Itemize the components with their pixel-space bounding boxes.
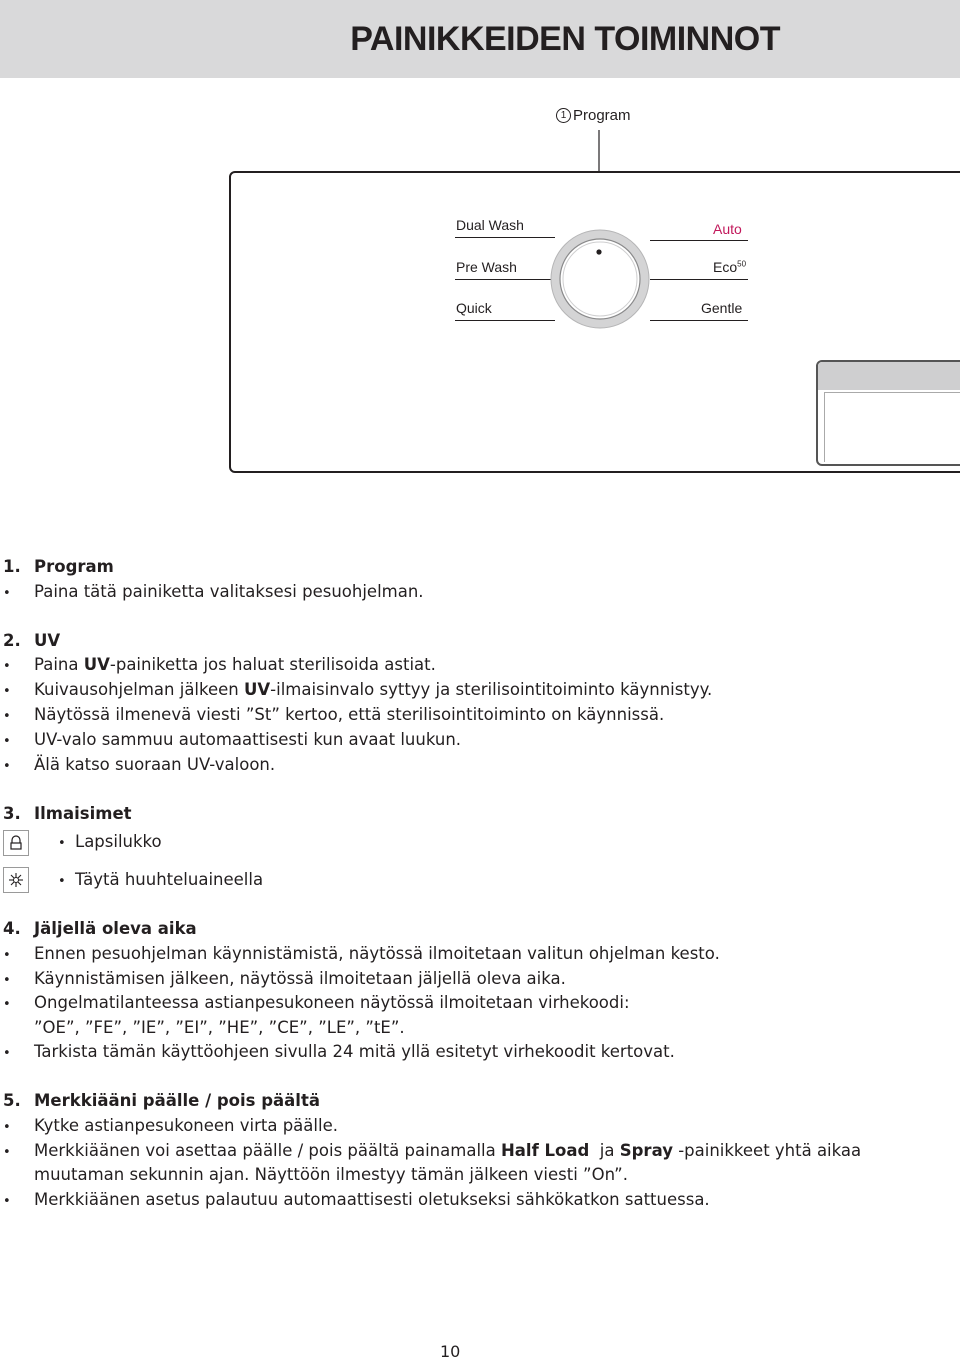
section-4-heading bbox=[3, 919, 197, 938]
bullet-text: Paina tätä painiketta valitaksesi pesuohjelman. bbox=[34, 582, 424, 601]
half-load-label: Half Load bbox=[500, 1141, 590, 1160]
section-1-title: Program bbox=[34, 557, 114, 576]
bullet-text-mid: ja bbox=[589, 1141, 620, 1160]
callout-number: 1 bbox=[556, 108, 571, 123]
bullet-text: Älä katso suoraan UV-valoon. bbox=[34, 755, 276, 774]
bullet-text-post: -painiketta jos haluat sterilisoida astiat. bbox=[109, 655, 436, 674]
bullet-dot: • bbox=[3, 709, 11, 724]
program-line-left-1 bbox=[455, 237, 555, 238]
bullet-dot: • bbox=[3, 1120, 11, 1135]
section-1-number: 1. bbox=[3, 557, 21, 576]
list-item bbox=[3, 1116, 338, 1135]
bullet-dot: • bbox=[58, 874, 66, 889]
list-item bbox=[3, 655, 436, 674]
list-item bbox=[3, 1190, 710, 1209]
program-gentle: Gentle bbox=[701, 300, 743, 316]
bullet-dot: • bbox=[3, 759, 11, 774]
bullet-text: Ennen pesuohjelman käynnistämistä, näytössä ilmoitetaan valitun ohjelman kesto. bbox=[34, 944, 720, 963]
bullet-text: Käynnistämisen jälkeen, näytössä ilmoitetaan jäljellä oleva aika. bbox=[34, 969, 566, 988]
list-item bbox=[3, 969, 566, 988]
section-3-title: Ilmaisimet bbox=[34, 804, 132, 823]
rinse-aid-icon bbox=[3, 867, 29, 893]
program-auto: Auto bbox=[713, 221, 742, 237]
bullet-text: Kytke astianpesukoneen virta päälle. bbox=[34, 1116, 338, 1135]
section-5-number: 5. bbox=[3, 1091, 21, 1110]
program-eco-superscript: 50 bbox=[737, 259, 747, 269]
program-dual-wash: Dual Wash bbox=[456, 217, 524, 233]
section-2-number: 2. bbox=[3, 631, 21, 650]
page-number: 10 bbox=[440, 1342, 461, 1361]
list-item bbox=[3, 755, 275, 774]
child-lock-icon bbox=[3, 830, 29, 856]
bullet-text-pre: Paina bbox=[34, 655, 84, 674]
bullet-dot: • bbox=[3, 1194, 11, 1209]
program-eco-label: Eco bbox=[713, 259, 738, 275]
bullet-dot: • bbox=[58, 836, 66, 851]
list-item bbox=[3, 730, 461, 749]
program-line-left-3 bbox=[455, 320, 555, 321]
bullet-text-post: -painikkeet yhtä aikaa bbox=[672, 1141, 862, 1160]
indicator-child-lock bbox=[58, 832, 162, 851]
section-4-title: Jäljellä oleva aika bbox=[34, 919, 197, 938]
bullet-dot: • bbox=[3, 1145, 11, 1160]
bullet-text: Ongelmatilanteessa astianpesukoneen näytössä ilmoitetaan virhekoodi: bbox=[34, 993, 630, 1012]
error-codes: ”OE”, ”FE”, ”IE”, ”EI”, ”HE”, ”CE”, ”LE”, ”tE”. bbox=[34, 1018, 405, 1037]
display-window-top bbox=[818, 362, 960, 390]
spray-label: Spray bbox=[619, 1141, 673, 1160]
list-item bbox=[3, 680, 712, 699]
callout-label: Program bbox=[573, 107, 631, 124]
bullet-dot: • bbox=[3, 684, 11, 699]
list-item bbox=[3, 993, 630, 1012]
bullet-continuation: muutaman sekunnin ajan. Näyttöön ilmestyy tämän jälkeen viesti ”On”. bbox=[34, 1165, 628, 1184]
program-dial[interactable] bbox=[548, 227, 652, 331]
bullet-text-bold: UV bbox=[243, 680, 271, 699]
indicator-rinse-aid bbox=[58, 870, 263, 889]
bullet-dot: • bbox=[3, 659, 11, 674]
section-2-heading bbox=[3, 631, 60, 650]
bullet-dot: • bbox=[3, 997, 11, 1012]
section-3-number: 3. bbox=[3, 804, 21, 823]
display-window-body bbox=[824, 392, 960, 462]
section-1-heading bbox=[3, 557, 114, 576]
bullet-text: UV-valo sammuu automaattisesti kun avaat luukun. bbox=[34, 730, 462, 749]
bullet-dot: • bbox=[3, 948, 11, 963]
bullet-text: Näytössä ilmenevä viesti ”St” kertoo, että sterilisointitoiminto on käynnissä. bbox=[34, 705, 665, 724]
bullet-text-bold: UV bbox=[83, 655, 110, 674]
program-quick: Quick bbox=[456, 300, 492, 316]
program-line-right-2 bbox=[650, 279, 748, 280]
list-item bbox=[3, 705, 664, 724]
list-item bbox=[3, 1141, 861, 1160]
program-line-left-2 bbox=[455, 279, 555, 280]
section-5-heading bbox=[3, 1091, 320, 1110]
bullet-text-post: -ilmaisinvalo syttyy ja sterilisointitoiminto käynnistyy. bbox=[270, 680, 713, 699]
bullet-text-pre: Merkkiäänen voi asettaa päälle / pois päältä painamalla bbox=[34, 1141, 501, 1160]
bullet-dot: • bbox=[3, 586, 11, 601]
bullet-text-pre: Kuivausohjelman jälkeen bbox=[34, 680, 244, 699]
bullet-text: Merkkiäänen asetus palautuu automaattisesti oletukseksi sähkökatkon sattuessa. bbox=[34, 1190, 710, 1209]
program-line-right-1 bbox=[650, 240, 748, 241]
program-pre-wash: Pre Wash bbox=[456, 259, 517, 275]
section-2-title: UV bbox=[34, 631, 61, 650]
indicator-label: Täytä huuhteluaineella bbox=[75, 870, 264, 889]
bullet-dot: • bbox=[3, 734, 11, 749]
bullet-dot: • bbox=[3, 973, 11, 988]
program-line-right-3 bbox=[650, 320, 748, 321]
program-eco bbox=[713, 259, 746, 275]
page-title: PAINIKKEIDEN TOIMINNOT bbox=[350, 20, 780, 58]
list-item bbox=[3, 1042, 675, 1061]
list-item bbox=[3, 582, 424, 601]
section-3-heading bbox=[3, 804, 132, 823]
bullet-dot: • bbox=[3, 1046, 11, 1061]
bullet-text: Tarkista tämän käyttöohjeen sivulla 24 mitä yllä esitetyt virhekoodit kertovat. bbox=[34, 1042, 675, 1061]
list-item bbox=[3, 944, 720, 963]
indicator-label: Lapsilukko bbox=[75, 832, 162, 851]
section-5-title: Merkkiääni päälle / pois päältä bbox=[34, 1091, 320, 1110]
section-4-number: 4. bbox=[3, 919, 21, 938]
